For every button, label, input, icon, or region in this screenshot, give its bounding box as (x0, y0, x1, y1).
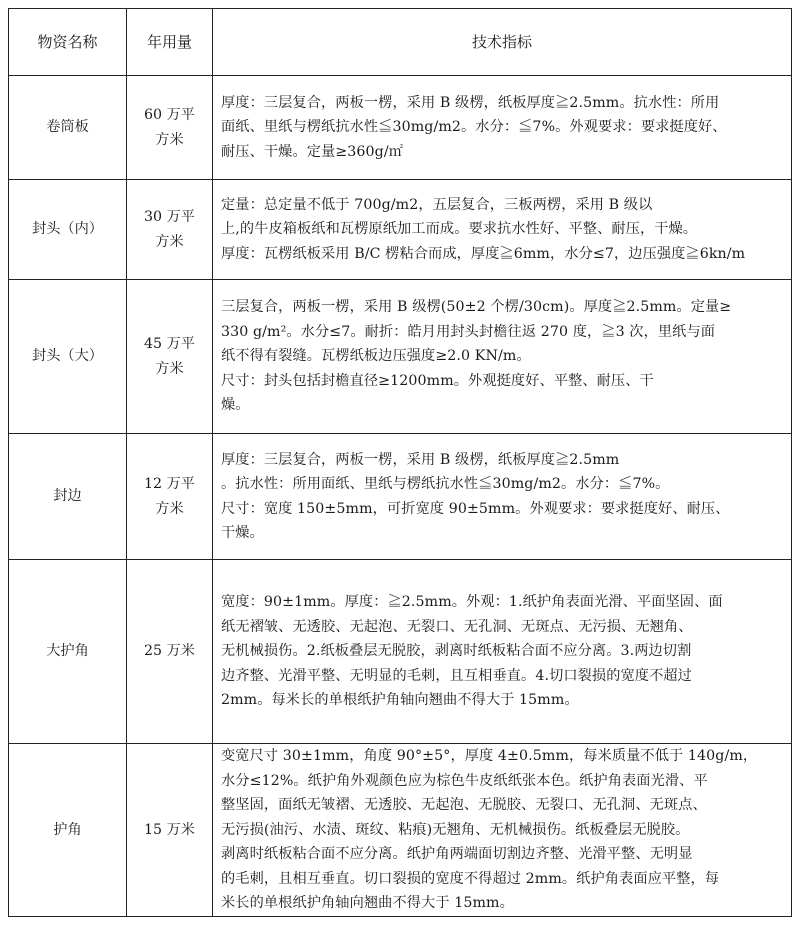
material-name-cell: 封边 (9, 434, 127, 560)
table-row (9, 560, 792, 744)
spec-line: 干燥。 (221, 525, 264, 541)
spec-line: 厚度：瓦楞纸板采用 B/C 楞粘合而成，厚度≧6mm，水分≤7，边压强度≧6kn/m (221, 245, 746, 262)
technical-spec-cell (213, 560, 792, 744)
spec-line: 纸不得有裂缝。瓦楞纸板边压强度≥2.0 KN/m。 (221, 348, 531, 365)
spec-line: 厚度：三层复合，两板一楞，采用 B 级楞，纸板厚度≧2.5mm (221, 451, 620, 468)
material-name-cell: 封头（内） (9, 180, 127, 280)
spec-line: 水分≤12%。纸护角外观颜色应为棕色牛皮纸纸张本色。纸护角表面光滑、平 (221, 772, 708, 789)
spec-line: 燥。 (221, 397, 250, 414)
annual-usage-cell: 25 万米 (127, 560, 213, 744)
spec-line: 2mm。每米长的单根纸护角轴向翘曲不得大于 15mm。 (221, 692, 579, 709)
spec-line: 尺寸：宽度 150±5mm，可折宽度 90±5mm。外观要求：要求挺度好、耐压、 (221, 500, 730, 517)
spec-line: 整坚固，面纸无皱褶、无透胶、无起泡、无脱胶、无裂口、无孔洞、无斑点、 (221, 797, 707, 813)
table-row (9, 434, 792, 560)
annual-usage-cell: 30 万平方米 (127, 180, 213, 280)
annual-usage-cell: 12 万平方米 (127, 434, 213, 560)
table-row (9, 744, 792, 917)
spec-line: 耐压、干燥。定量≥360g/㎡ (221, 143, 404, 160)
spec-line: 无机械损伤。2.纸板叠层无脱胶，剥离时纸板粘合面不应分离。3.两边切割 (221, 643, 692, 660)
technical-spec-cell (213, 180, 792, 280)
technical-spec-cell (213, 744, 792, 917)
annual-usage-cell: 60 万平方米 (127, 76, 213, 180)
table-row (9, 76, 792, 180)
header-material-name: 物资名称 (9, 9, 127, 76)
spec-line: 。抗水性：所用面纸、里纸与楞纸抗水性≦30mg/m2。水分：≦7%。 (221, 476, 670, 492)
spec-line: 宽度：90±1mm。厚度：≧2.5mm。外观：1.纸护角表面光滑、平面坚固、面 (221, 594, 723, 611)
spec-line: 三层复合，两板一楞，采用 B 级楞(50±2 个楞/30cm)。厚度≧2.5mm。定量≥ (221, 299, 732, 316)
header-annual-usage: 年用量 (127, 9, 213, 76)
table-header-row (9, 9, 792, 76)
spec-line: 变宽尺寸 30±1mm，角度 90°±5°，厚度 4±0.5mm，每米质量不低于 140g/m， (221, 748, 758, 764)
spec-line: 无污损(油污、水渍、斑纹、粘痕)无翘角、无机械损伤。纸板叠层无脱胶。 (221, 821, 690, 838)
spec-line: 剥离时纸板粘合面不应分离。纸护角两端面切割边齐整、光滑平整、无明显 (221, 846, 693, 862)
spec-line: 上,的牛皮箱板纸和瓦楞原纸加工而成。要求抗水性好、平整、耐压，干燥。 (221, 221, 698, 238)
material-name-cell: 护角 (9, 744, 127, 917)
spec-line: 厚度：三层复合，两板一楞，采用 B 级楞，纸板厚度≧2.5mm。抗水性：所用 (221, 94, 720, 111)
technical-spec-cell (213, 76, 792, 180)
technical-spec-cell (213, 434, 792, 560)
annual-usage-cell: 45 万平方米 (127, 280, 213, 434)
spec-line: 330 g/m²。水分≤7。耐折：皓月用封头封檐往返 270 度，≧3 次，里纸与面 (221, 323, 716, 340)
spec-line: 边齐整、光滑平整、无明显的毛刺，且互相垂直。4.切口裂损的宽度不超过 (221, 667, 692, 684)
materials-spec-table (8, 8, 792, 917)
header-technical-spec: 技术指标 (213, 9, 792, 76)
material-name-cell: 封头（大） (9, 280, 127, 434)
material-name-cell: 大护角 (9, 560, 127, 744)
spec-line: 米长的单根纸护角轴向翘曲不得大于 15mm。 (221, 895, 514, 911)
annual-usage-cell: 15 万米 (127, 744, 213, 917)
material-name-cell: 卷筒板 (9, 76, 127, 180)
spec-line: 面纸、里纸与楞纸抗水性≦30mg/m2。水分：≦7%。外观要求：要求挺度好、 (221, 119, 727, 136)
table-row (9, 280, 792, 434)
table-row (9, 180, 792, 280)
spec-line: 定量：总定量不低于 700g/m2，五层复合，三板两楞，采用 B 级以 (221, 196, 653, 213)
spec-line: 的毛刺，且相互垂直。切口裂损的宽度不得超过 2mm。纸护角表面应平整，每 (221, 870, 720, 887)
spec-line: 纸无褶皱、无透胶、无起泡、无裂口、无孔洞、无斑点、无污损、无翘角、 (221, 618, 693, 635)
spec-line: 尺寸：封头包括封檐直径≥1200mm。外观挺度好、平整、耐压、干 (221, 372, 654, 389)
technical-spec-cell (213, 280, 792, 434)
